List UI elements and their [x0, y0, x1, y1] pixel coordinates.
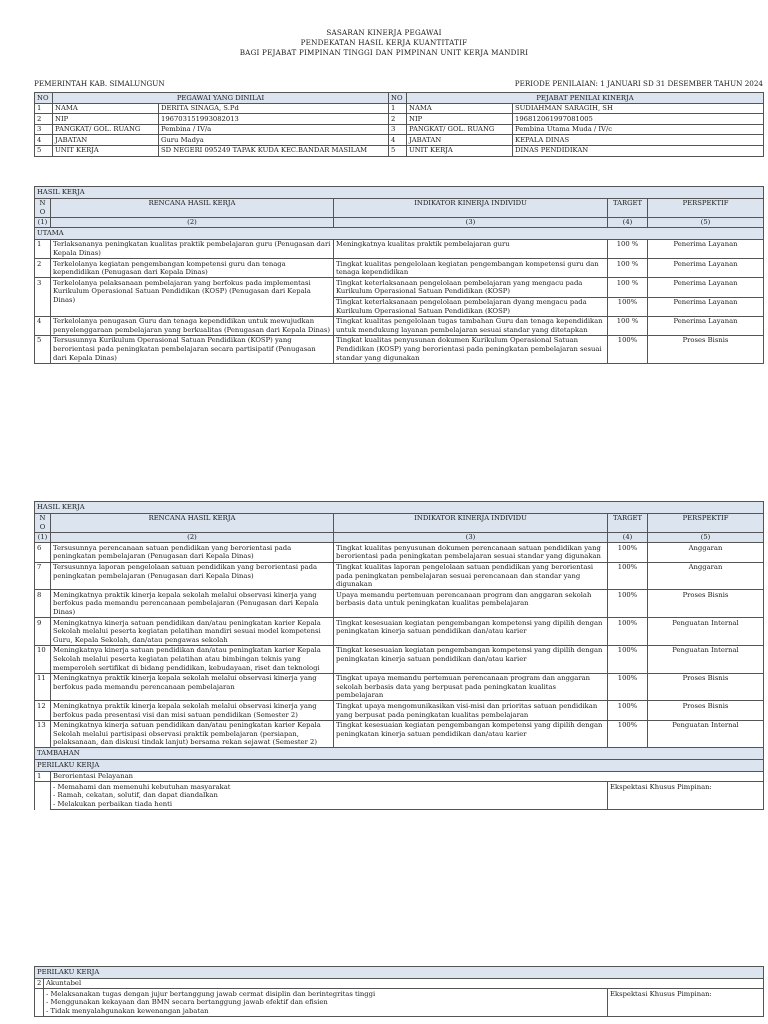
- performance-indicator: Tingkat kualitas penyusunan dokumen perencanaan satuan pendidikan yang berorientasi pada peningkatan pembelajaran sesuai standar yang digunakan: [334, 543, 608, 562]
- col-header: NO: [35, 198, 51, 217]
- behavior-list: [44, 989, 608, 1017]
- work-plan: Meningkatnya praktik kinerja kepala sekolah melalui observasi kinerja yang berfokus pada memandu perencanaan pembelajaran (Penugasan dari Kepala Dinas): [51, 590, 334, 618]
- col-number: (2): [51, 217, 334, 228]
- perspective: Penerima Layanan: [648, 297, 764, 316]
- col-number: (1): [35, 532, 51, 543]
- col-header: RENCANA HASIL KERJA: [51, 198, 334, 217]
- target: 100%: [608, 701, 648, 720]
- col-number: (3): [334, 532, 608, 543]
- work-plan: Meningkatnya kinerja satuan pendidikan dan/atau peningkatan karier Kepala Sekolah melalui partisipasi observasi praktik pembelajaran (persiapan, pelaksanaan, dan diskusi tindak lanjut) bersama rekan sejawat (Semester 2): [51, 720, 334, 748]
- col-header: RENCANA HASIL KERJA: [51, 513, 334, 532]
- row-no: 8: [35, 590, 51, 618]
- row-no: 2: [35, 114, 53, 125]
- assessor-value: Pembina Utama Muda / IV/c: [513, 124, 764, 135]
- target: 100%: [608, 335, 648, 363]
- work-plan: Tersusunnya perencanaan satuan pendidikan yang berorientasi pada peningkatan pembelajaran (Penugasan dari Kepala Dinas): [51, 543, 334, 562]
- employee-info-table: [34, 92, 764, 157]
- work-plan: Tersusunnya Kurikulum Operasional Satuan Pendidikan (KOSP) yang berorientasi pada peningkatan pembelajaran secara partisipatif (Penugasan dari Kepala Dinas): [51, 335, 334, 363]
- row-no: 7: [35, 562, 51, 590]
- row-no: 1: [35, 239, 51, 258]
- section-title: HASIL KERJA: [35, 187, 764, 199]
- col-header: TARGET: [608, 198, 648, 217]
- performance-indicator: Upaya memandu pertemuan perencanaan program dan anggaran sekolah berbasis data untuk peningkatan kualitas pembelajaran: [334, 590, 608, 618]
- section-header: [35, 760, 764, 772]
- row-no: 1: [35, 103, 53, 114]
- row-label: UNIT KERJA: [53, 145, 159, 156]
- row-no: 1: [35, 771, 51, 782]
- row-label: PANGKAT/ GOL. RUANG: [53, 124, 159, 135]
- col-number: (4): [608, 217, 648, 228]
- col-header: INDIKATOR KINERJA INDIVIDU: [334, 198, 608, 217]
- col-number: (4): [608, 532, 648, 543]
- behavior-table: [34, 966, 764, 1017]
- list-item: - Menggunakan kekayaan dan BMN secara bertanggung jawab efektif dan efisien: [46, 998, 605, 1007]
- empty-cell: [35, 989, 44, 1017]
- row-label: NIP: [407, 114, 513, 125]
- col-header: NO: [35, 513, 51, 532]
- subsection-header: [35, 228, 764, 240]
- behavior-title: Berorientasi Pelayanan: [51, 771, 764, 782]
- performance-indicator: Tingkat kualitas laporan pengelolaan satuan pendidikan yang berorientasi pada peningkatan pembelajaran sesuai perencanaan dan standar yang digunakan: [334, 562, 608, 590]
- col-no: NO: [35, 93, 53, 104]
- column-numbers: [35, 532, 764, 543]
- row-no: 2: [35, 259, 51, 278]
- row-no: 10: [35, 645, 51, 673]
- target: 100%: [608, 562, 648, 590]
- row-no: 3: [389, 124, 407, 135]
- performance-indicator: Tingkat upaya mengomunikasikan visi-misi dan prioritas satuan pendidikan yang berpusat pada peningkatan kualitas pembelajaran: [334, 701, 608, 720]
- work-plan: Tersusunnya laporan pengelolaan satuan pendidikan yang berorientasi pada peningkatan pembelajaran (Penugasan dari Kepala Dinas): [51, 562, 334, 590]
- work-results-table: [34, 186, 764, 364]
- row-no: 13: [35, 720, 51, 748]
- employee-value: Pembina / IV/a: [159, 124, 389, 135]
- employee-row: [35, 124, 764, 135]
- row-label: PANGKAT/ GOL. RUANG: [407, 124, 513, 135]
- work-plan: Meningkatnya praktik kinerja kepala sekolah melalui observasi kinerja yang berfokus pada presentasi visi dan misi satuan pendidikan (Semester 2): [51, 701, 334, 720]
- table-row: [35, 543, 764, 562]
- table-row: [35, 645, 764, 673]
- row-label: NIP: [53, 114, 159, 125]
- work-plan: Terkelolanya penugasan Guru dan tenaga kependidikan untuk mewujudkan penyelenggaraan pembelajaran yang berkualitas (Penugasan dari Kepala Dinas): [51, 316, 334, 335]
- empty-cell: [35, 782, 51, 810]
- list-item: - Tidak menyalahgunakan kewenangan jabatan: [46, 1007, 605, 1016]
- behavior-title: Akuntabel: [44, 978, 764, 989]
- section-header: [35, 502, 764, 514]
- section-header: [35, 967, 764, 979]
- column-headers: [35, 513, 764, 532]
- performance-indicator: Tingkat upaya memandu pertemuan perencanaan program dan anggaran sekolah berbasis data yang berpusat pada peningkatan kualitas pembelajaran: [334, 673, 608, 701]
- target: 100 %: [608, 278, 648, 297]
- employee-value: Guru Madya: [159, 135, 389, 146]
- performance-indicator: Tingkat kualitas pengelolaan tugas tambahan Guru dan tenaga kependidikan untuk mendukung layanan pembelajaran sesuai standar yang ditetapkan: [334, 316, 608, 335]
- row-label: JABATAN: [53, 135, 159, 146]
- employee-table-header: [35, 93, 764, 104]
- performance-indicator: Meningkatnya kualitas praktik pembelajaran guru: [334, 239, 608, 258]
- work-plan: Meningkatnya kinerja satuan pendidikan dan/atau peningkatan karier Kepala Sekolah melalui peserta kegiatan pelatihan mandiri sesuai model kompetensi Guru, Kepala Sekolah, dan/atau pengawas sekolah: [51, 618, 334, 646]
- perspective: Proses Bisnis: [648, 335, 764, 363]
- row-label: NAMA: [53, 103, 159, 114]
- work-plan: Meningkatnya praktik kinerja kepala sekolah melalui observasi kinerja yang berfokus pada memandu perencanaan pembelajaran: [51, 673, 334, 701]
- target: 100 %: [608, 239, 648, 258]
- section-title: PERILAKU KERJA: [35, 760, 764, 772]
- leader-expectation: Ekspektasi Khusus Pimpinan:: [608, 782, 764, 810]
- performance-indicator: Tingkat keterlaksanaan pengelolaan pembelajaran dyang mengacu pada Kurikulum Operasional Satuan Pendidikan (KOSP): [334, 297, 608, 316]
- row-no: 6: [35, 543, 51, 562]
- col-number: (5): [648, 217, 764, 228]
- table-row: [35, 335, 764, 363]
- performance-indicator: Tingkat kesesuaian kegiatan pengembangan kompetensi yang dipilih dengan peningkatan kinerja satuan pendidikan dan/atau karier: [334, 645, 608, 673]
- table-row: [35, 618, 764, 646]
- row-no: 3: [35, 124, 53, 135]
- row-no: 2: [389, 114, 407, 125]
- table-row: [35, 701, 764, 720]
- section-title: PERILAKU KERJA: [35, 967, 764, 979]
- perspective: Penerima Layanan: [648, 239, 764, 258]
- perspective: Proses Bisnis: [648, 701, 764, 720]
- work-plan: Terkelolanya kegiatan pengembangan kompetensi guru dan tenaga kependidikan (Penugasan dari Kepala Dinas): [51, 259, 334, 278]
- table-row: [35, 673, 764, 701]
- behavior-details: [35, 782, 764, 810]
- row-no: 5: [35, 145, 53, 156]
- row-no: 4: [35, 135, 53, 146]
- employee-row: [35, 145, 764, 156]
- doc-title: SASARAN KINERJA PEGAWAI: [326, 28, 442, 37]
- section-header: [35, 187, 764, 199]
- doc-subtitle: PENDEKATAN HASIL KERJA KUANTITATIF: [300, 38, 468, 47]
- row-no: 2: [35, 978, 44, 989]
- section-title: HASIL KERJA: [35, 502, 764, 514]
- col-number: (3): [334, 217, 608, 228]
- employee-value: 196703151993082013: [159, 114, 389, 125]
- assessment-period: PERIODE PENILAIAN: 1 JANUARI SD 31 DESEMBER TAHUN 2024: [514, 79, 763, 88]
- row-no: 12: [35, 701, 51, 720]
- performance-indicator: Tingkat kualitas pengelolaan kegiatan pengembangan kompetensi guru dan tenaga kependidikan: [334, 259, 608, 278]
- perspective: Anggaran: [648, 562, 764, 590]
- employee-value: DERITA SINAGA, S.Pd: [159, 103, 389, 114]
- target: 100 %: [608, 259, 648, 278]
- leader-expectation: Ekspektasi Khusus Pimpinan:: [608, 989, 764, 1017]
- column-headers: [35, 198, 764, 217]
- table-row: [35, 259, 764, 278]
- performance-indicator: Tingkat kualitas penyusunan dokumen Kurikulum Operasional Satuan Pendidikan (KOSP) yang berorientasi pada peningkatan pembelajaran sesuai standar yang digunakan: [334, 335, 608, 363]
- row-no: 5: [35, 335, 51, 363]
- assessor-value: DINAS PENDIDIKAN: [513, 145, 764, 156]
- col-number: (5): [648, 532, 764, 543]
- assessor-value: SUDIAHMAN SARAGIH, SH: [513, 103, 764, 114]
- target: 100%: [608, 645, 648, 673]
- perspective: Penguatan Internal: [648, 720, 764, 748]
- target: 100%: [608, 590, 648, 618]
- col-header: PERSPEKTIF: [648, 513, 764, 532]
- work-plan: Terlaksananya peningkatan kualitas praktik pembelajaran guru (Penugasan dari Kepala Dinas): [51, 239, 334, 258]
- table-row: [35, 720, 764, 748]
- col-number: (2): [51, 532, 334, 543]
- subsection-header: [35, 748, 764, 760]
- col-header: INDIKATOR KINERJA INDIVIDU: [334, 513, 608, 532]
- perspective: Penerima Layanan: [648, 316, 764, 335]
- row-no: 1: [389, 103, 407, 114]
- col-header: PERSPEKTIF: [648, 198, 764, 217]
- perspective: Proses Bisnis: [648, 673, 764, 701]
- row-no: 9: [35, 618, 51, 646]
- col-number: (1): [35, 217, 51, 228]
- assessor-value: 196812061997081005: [513, 114, 764, 125]
- work-plan: Meningkatnya kinerja satuan pendidikan dan/atau peningkatan karier Kepala Sekolah melalui peserta kegiatan pelatihan atau bimbingan teknis yang memperoleh sertifikat di bidang pendidikan, kebudayaan, riset dan teknologi: [51, 645, 334, 673]
- row-no: 4: [389, 135, 407, 146]
- behavior-row: [35, 978, 764, 989]
- col-header: TARGET: [608, 513, 648, 532]
- table-row: [35, 562, 764, 590]
- perspective: Proses Bisnis: [648, 590, 764, 618]
- col-no: NO: [389, 93, 407, 104]
- employee-row: [35, 103, 764, 114]
- row-no: 3: [35, 278, 51, 316]
- list-item: - Ramah, cekatan, solutif, dan dapat diandalkan: [53, 791, 605, 800]
- list-item: - Memahami dan memenuhi kebutuhan masyarakat: [53, 783, 605, 792]
- target: 100%: [608, 618, 648, 646]
- work-results-table-continued: [34, 501, 764, 810]
- target: 100%: [608, 720, 648, 748]
- perspective: Penerima Layanan: [648, 278, 764, 297]
- performance-indicator: Tingkat kesesuaian kegiatan pengembangan kompetensi yang dipilih dengan peningkatan kinerja satuan pendidikan dan/atau karier: [334, 618, 608, 646]
- target: 100 %: [608, 316, 648, 335]
- table-row: [35, 239, 764, 258]
- performance-indicator: Tingkat kesesuaian kegiatan pengembangan kompetensi yang dipilih dengan peningkatan kinerja satuan pendidikan dan/atau karier: [334, 720, 608, 748]
- subsection-title: UTAMA: [35, 228, 764, 240]
- table-row: [35, 590, 764, 618]
- row-no: 4: [35, 316, 51, 335]
- row-no: 11: [35, 673, 51, 701]
- list-item: - Melakukan perbaikan tiada henti: [53, 800, 605, 809]
- row-label: NAMA: [407, 103, 513, 114]
- assessor-value: KEPALA DINAS: [513, 135, 764, 146]
- assessor-heading: PEJABAT PENILAI KINERJA: [407, 93, 764, 104]
- row-label: JABATAN: [407, 135, 513, 146]
- perspective: Anggaran: [648, 543, 764, 562]
- work-plan: Terkelolanya pelaksanaan pembelajaran yang berfokus pada implementasi Kurikulum Operasional Satuan Pendidikan (KOSP) (Penugasan dari Kepala Dinas): [51, 278, 334, 316]
- doc-subtitle-2: BAGI PEJABAT PIMPINAN TINGGI DAN PIMPINAN UNIT KERJA MANDIRI: [239, 48, 529, 57]
- behavior-details: [35, 989, 764, 1017]
- performance-indicator: Tingkat keterlaksanaan pengelolaan pembelajaran yang mengacu pada Kurikulum Operasional Satuan Pendidikan (KOSP): [334, 278, 608, 297]
- employee-row: [35, 135, 764, 146]
- target: 100%: [608, 673, 648, 701]
- perspective: Penerima Layanan: [648, 259, 764, 278]
- column-numbers: [35, 217, 764, 228]
- perspective: Penguatan Internal: [648, 645, 764, 673]
- behavior-list: [51, 782, 608, 810]
- target: 100%: [608, 543, 648, 562]
- perspective: Penguatan Internal: [648, 618, 764, 646]
- assessed-employee-heading: PEGAWAI YANG DINILAI: [53, 93, 389, 104]
- institution-name: PEMERINTAH KAB. SIMALUNGUN: [34, 79, 165, 88]
- target: 100%: [608, 297, 648, 316]
- row-label: UNIT KERJA: [407, 145, 513, 156]
- list-item: - Melaksanakan tugas dengan jujur bertanggung jawab cermat disiplin dan berintegritas tinggi: [46, 990, 605, 999]
- table-row: [35, 278, 764, 297]
- row-no: 5: [389, 145, 407, 156]
- subsection-title: TAMBAHAN: [35, 748, 764, 760]
- employee-row: [35, 114, 764, 125]
- behavior-row: [35, 771, 764, 782]
- employee-value: SD NEGERI 095249 TAPAK KUDA KEC.BANDAR MASILAM: [159, 145, 389, 156]
- table-row: [35, 316, 764, 335]
